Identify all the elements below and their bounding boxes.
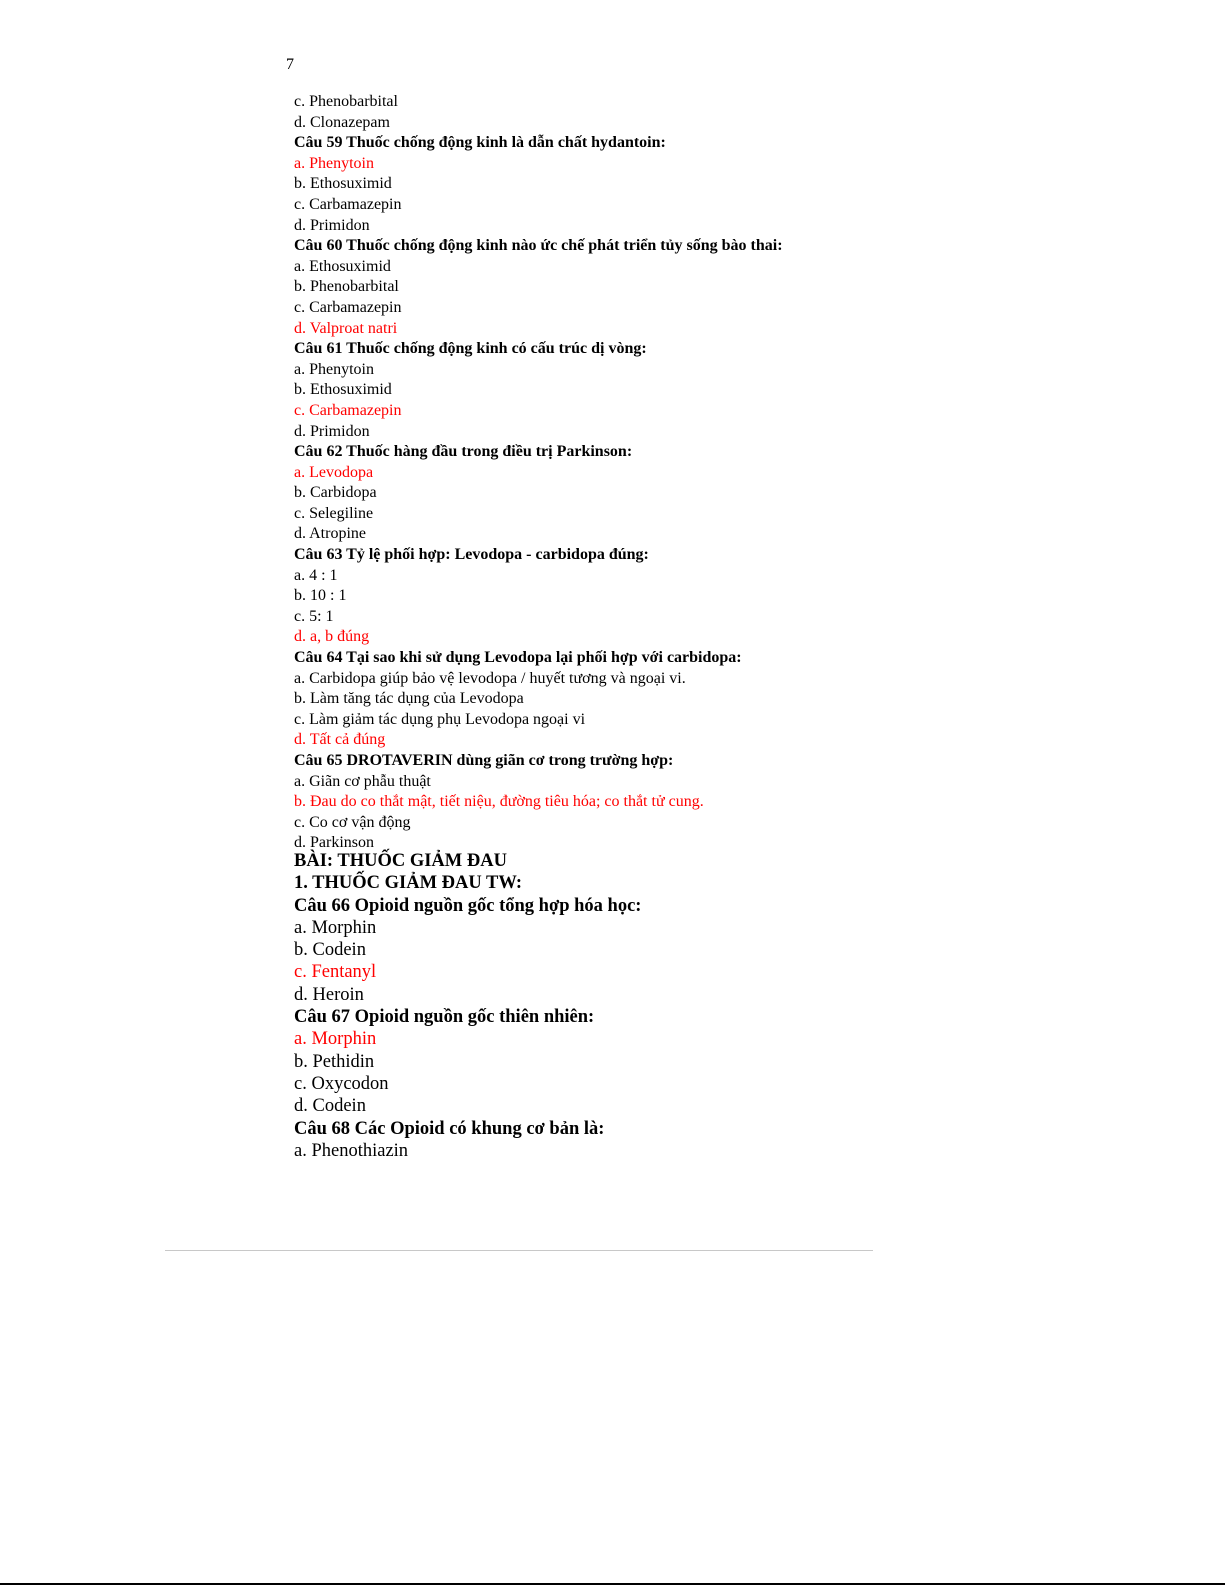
answer-option: d. Parkinson (294, 834, 374, 852)
correct-answer-option: a. Phenytoin (294, 154, 374, 172)
questions-block-antiepileptic (294, 92, 783, 854)
correct-answer-option: d. Tất cả đúng (294, 731, 386, 749)
answer-option: d. Codein (294, 1096, 366, 1117)
question-heading: Câu 68 Các Opioid có khung cơ bản là: (294, 1118, 605, 1139)
question-heading: Câu 66 Opioid nguồn gốc tổng hợp hóa học: (294, 895, 642, 916)
answer-option: d. Atropine (294, 525, 366, 543)
correct-answer-option: a. Levodopa (294, 463, 374, 481)
answer-option: a. Carbidopa giúp bảo vệ levodopa / huyết tương và ngoại vi. (294, 669, 686, 687)
questions-block-analgesic (294, 850, 641, 1162)
question-heading: Câu 64 Tại sao khi sử dụng Levodopa lại phối hợp với carbidopa: (294, 649, 742, 667)
answer-option: a. Ethosuximid (294, 257, 391, 275)
answer-option: c. Làm giảm tác dụng phụ Levodopa ngoại vi (294, 710, 586, 728)
answer-option: c. Phenobarbital (294, 93, 398, 110)
answer-option: c. 5: 1 (294, 607, 334, 625)
question-heading: Câu 62 Thuốc hàng đầu trong điều trị Parkinson: (294, 443, 633, 461)
question-heading: BÀI: THUỐC GIẢM ĐAU (294, 851, 507, 871)
answer-option: b. 10 : 1 (294, 587, 347, 605)
page-footer-divider (165, 1250, 873, 1251)
correct-answer-option: d. Valproat natri (294, 319, 398, 337)
answer-option: a. Morphin (294, 917, 377, 938)
answer-option: b. Phenobarbital (294, 278, 399, 296)
question-heading: Câu 61 Thuốc chống động kinh có cấu trúc dị vòng: (294, 340, 647, 358)
correct-answer-option: c. Carbamazepin (294, 401, 402, 419)
question-heading: 1. THUỐC GIẢM ĐAU TW: (294, 873, 523, 894)
answer-option: a. Phenytoin (294, 360, 374, 378)
answer-option: b. Ethosuximid (294, 381, 392, 399)
answer-option: b. Làm tăng tác dụng của Levodopa (294, 690, 524, 708)
answer-option: d. Primidon (294, 216, 370, 234)
question-heading: Câu 63 Tỷ lệ phối hợp: Levodopa - carbidopa đúng: (294, 546, 649, 564)
correct-answer-option: c. Fentanyl (294, 962, 377, 983)
answer-option: c. Carbamazepin (294, 195, 402, 213)
answer-option: c. Carbamazepin (294, 298, 402, 316)
answer-option: c. Co cơ vận động (294, 813, 411, 831)
answer-option: b. Ethosuximid (294, 175, 392, 193)
page-number: 7 (286, 56, 294, 73)
question-heading: Câu 65 DROTAVERIN dùng giãn cơ trong trường hợp: (294, 752, 674, 769)
answer-option: d. Heroin (294, 984, 364, 1005)
correct-answer-option: d. a, b đúng (294, 628, 370, 646)
answer-option: a. Phenothiazin (294, 1140, 409, 1161)
answer-option: a. Giãn cơ phẫu thuật (294, 772, 431, 790)
correct-answer-option: b. Đau do co thắt mật, tiết niệu, đường tiêu hóa; co thắt tử cung. (294, 793, 704, 811)
answer-option: b. Pethidin (294, 1051, 375, 1072)
answer-option: a. 4 : 1 (294, 566, 338, 584)
answer-option: c. Selegiline (294, 504, 374, 522)
answer-option: d. Clonazepam (294, 113, 390, 131)
answer-option: b. Carbidopa (294, 484, 377, 502)
question-heading: Câu 67 Opioid nguồn gốc thiên nhiên: (294, 1007, 595, 1028)
question-heading: Câu 60 Thuốc chống động kinh nào ức chế phát triển tủy sống bào thai: (294, 237, 783, 255)
answer-option: b. Codein (294, 940, 366, 961)
answer-option: d. Primidon (294, 422, 370, 440)
answer-option: c. Oxycodon (294, 1073, 389, 1094)
question-heading: Câu 59 Thuốc chống động kinh là dẫn chất hydantoin: (294, 134, 666, 152)
correct-answer-option: a. Morphin (294, 1029, 377, 1050)
